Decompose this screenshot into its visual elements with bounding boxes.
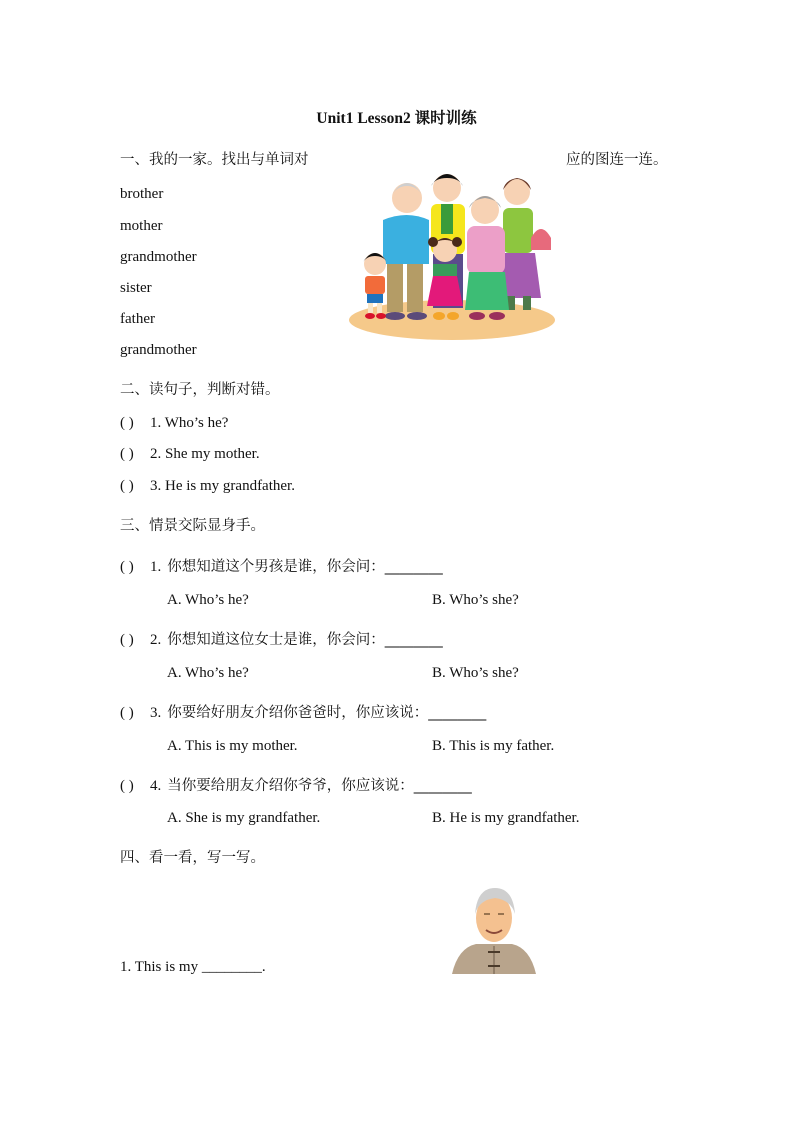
answer-blank[interactable]: ( ) bbox=[120, 415, 134, 431]
option-a: A. Who’s he? bbox=[167, 592, 249, 608]
judge-item-1: ( ) 1. Who’s he? bbox=[120, 415, 229, 431]
answer-blank[interactable]: ( ) bbox=[120, 778, 134, 794]
answer-blank[interactable]: ( ) bbox=[120, 559, 134, 575]
word-sister: sister bbox=[120, 280, 152, 296]
answer-blank[interactable]: ( ) bbox=[120, 632, 134, 648]
answer-blank[interactable]: ( ) bbox=[120, 705, 134, 721]
judge-item-2: ( ) 2. She my mother. bbox=[120, 446, 260, 462]
word-father: father bbox=[120, 311, 155, 327]
section3-heading: 三、情景交际显身手。 bbox=[120, 518, 265, 534]
word-grandmother-2: grandmother bbox=[120, 342, 197, 358]
section1-heading-right: 应的图连一连。 bbox=[566, 152, 668, 168]
section1-heading-left: 一、我的一家。找出与单词对 bbox=[120, 152, 309, 168]
option-a: A. This is my mother. bbox=[167, 738, 298, 754]
page-title: Unit1 Lesson2 课时训练 bbox=[316, 110, 477, 127]
choice-question-2: ( ) 2. 你想知道这位女士是谁，你会问：________ bbox=[120, 632, 443, 648]
option-b: B. Who’s she? bbox=[432, 665, 519, 681]
word-brother: brother bbox=[120, 186, 164, 202]
write-item-1: 1. This is my ________. bbox=[120, 959, 266, 975]
choice-question-3: ( ) 3. 你要给好朋友介绍你爸爸时，你应该说：________ bbox=[120, 705, 487, 721]
judge-item-3: ( ) 3. He is my grandfather. bbox=[120, 478, 295, 494]
choice-question-4: ( ) 4. 当你要给朋友介绍你爷爷，你应该说：________ bbox=[120, 778, 472, 794]
grandfather-figure-icon bbox=[383, 183, 429, 320]
section2-heading: 二、读句子，判断对错。 bbox=[120, 382, 280, 398]
option-b: B. This is my father. bbox=[432, 738, 555, 754]
section4-heading: 四、看一看，写一写。 bbox=[120, 850, 265, 866]
option-b: B. He is my grandfather. bbox=[432, 810, 580, 826]
answer-blank[interactable]: ( ) bbox=[120, 446, 134, 462]
option-a: A. She is my grandfather. bbox=[167, 810, 321, 826]
answer-blank[interactable]: ( ) bbox=[120, 478, 134, 494]
option-a: A. Who’s he? bbox=[167, 665, 249, 681]
option-b: B. Who’s she? bbox=[432, 592, 519, 608]
word-grandmother: grandmother bbox=[120, 249, 197, 265]
family-illustration bbox=[345, 168, 565, 346]
word-mother: mother bbox=[120, 218, 163, 234]
grandmother-figure-icon bbox=[465, 196, 509, 320]
choice-question-1: ( ) 1. 你想知道这个男孩是谁，你会问：________ bbox=[120, 559, 443, 575]
grandfather-illustration bbox=[448, 884, 540, 976]
